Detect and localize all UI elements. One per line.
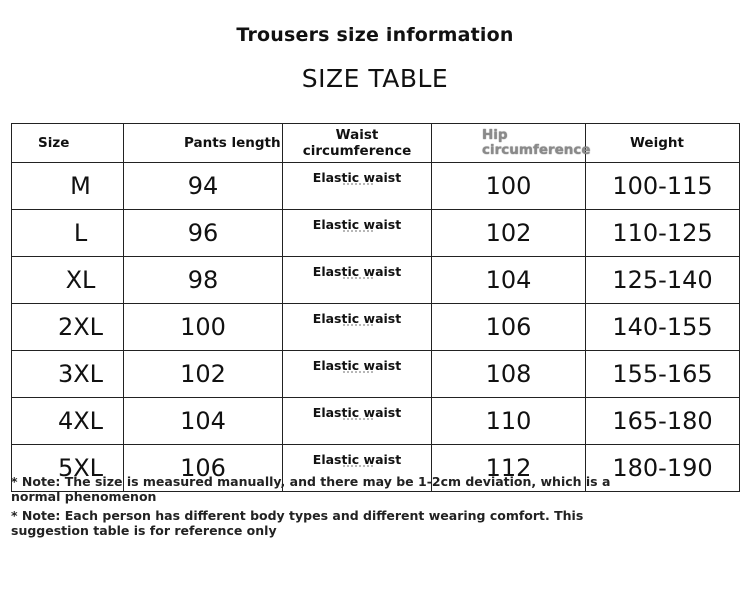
table-row [12,163,740,210]
header-pants-length: Pants length [124,124,283,163]
cell-size: XL [12,257,124,304]
cell-pants-length: 94 [124,163,283,210]
waist-text: Elastic waist [312,264,402,279]
cell-weight: 180-190 [586,445,740,492]
header-waist-line1: Waist [335,127,379,143]
cell-weight: 110-125 [586,210,740,257]
cell-pants-length: 104 [124,398,283,445]
waist-text: Elastic waist [312,358,402,373]
page-subtitle: SIZE TABLE [301,64,449,93]
header-hip-line2: circumference [482,142,591,158]
cell-size: 4XL [12,398,124,445]
cell-hip: 100 [432,163,586,210]
table-row [12,398,740,445]
cell-hip: 106 [432,304,586,351]
cell-hip: 104 [432,257,586,304]
ghost-mark [343,324,373,332]
table-row [12,351,740,398]
header-hip [432,124,591,163]
table-row [12,257,740,304]
cell-waist [283,163,432,210]
notes-section [11,474,631,542]
header-waist-line2: circumference [302,143,412,159]
ghost-mark [343,230,373,238]
cell-size: L [12,210,124,257]
ghost-mark [343,371,373,379]
header-weight: Weight [586,124,740,163]
header-hip-line1: Hip [482,127,508,143]
ghost-mark [343,465,373,473]
cell-waist [283,210,432,257]
cell-weight: 100-115 [586,163,740,210]
cell-pants-length: 98 [124,257,283,304]
cell-weight: 155-165 [586,351,740,398]
cell-weight: 140-155 [586,304,740,351]
size-table [11,123,740,492]
cell-pants-length: 100 [124,304,283,351]
table-header-row [12,124,740,163]
cell-size: M [12,163,124,210]
cell-hip: 112 [432,445,586,492]
waist-text: Elastic waist [312,217,402,232]
waist-text: Elastic waist [312,452,402,467]
waist-text: Elastic waist [312,311,402,326]
waist-text: Elastic waist [312,170,402,185]
cell-size: 2XL [12,304,124,351]
table-row [12,210,740,257]
cell-weight: 165-180 [586,398,740,445]
header-size: Size [12,124,124,163]
cell-waist [283,257,432,304]
page-title: Trousers size information [236,24,514,46]
cell-weight: 125-140 [586,257,740,304]
cell-size: 5XL [12,445,124,492]
cell-pants-length: 96 [124,210,283,257]
cell-waist [283,304,432,351]
cell-waist [283,398,432,445]
cell-hip: 110 [432,398,586,445]
cell-pants-length: 106 [124,445,283,492]
cell-waist [283,351,432,398]
ghost-mark [343,183,373,191]
header-waist [283,124,432,163]
cell-hip: 102 [432,210,586,257]
ghost-mark [343,277,373,285]
note-reference: * Note: Each person has different body types and different wearing comfort. This suggestion table is for reference only [11,508,584,538]
waist-text: Elastic waist [312,405,402,420]
cell-size: 3XL [12,351,124,398]
ghost-mark [343,418,373,426]
cell-pants-length: 102 [124,351,283,398]
table-row [12,304,740,351]
cell-hip: 108 [432,351,586,398]
note-measurement: * Note: The size is measured manually, and there may be 1-2cm deviation, which is a normal phenomenon [11,474,611,504]
